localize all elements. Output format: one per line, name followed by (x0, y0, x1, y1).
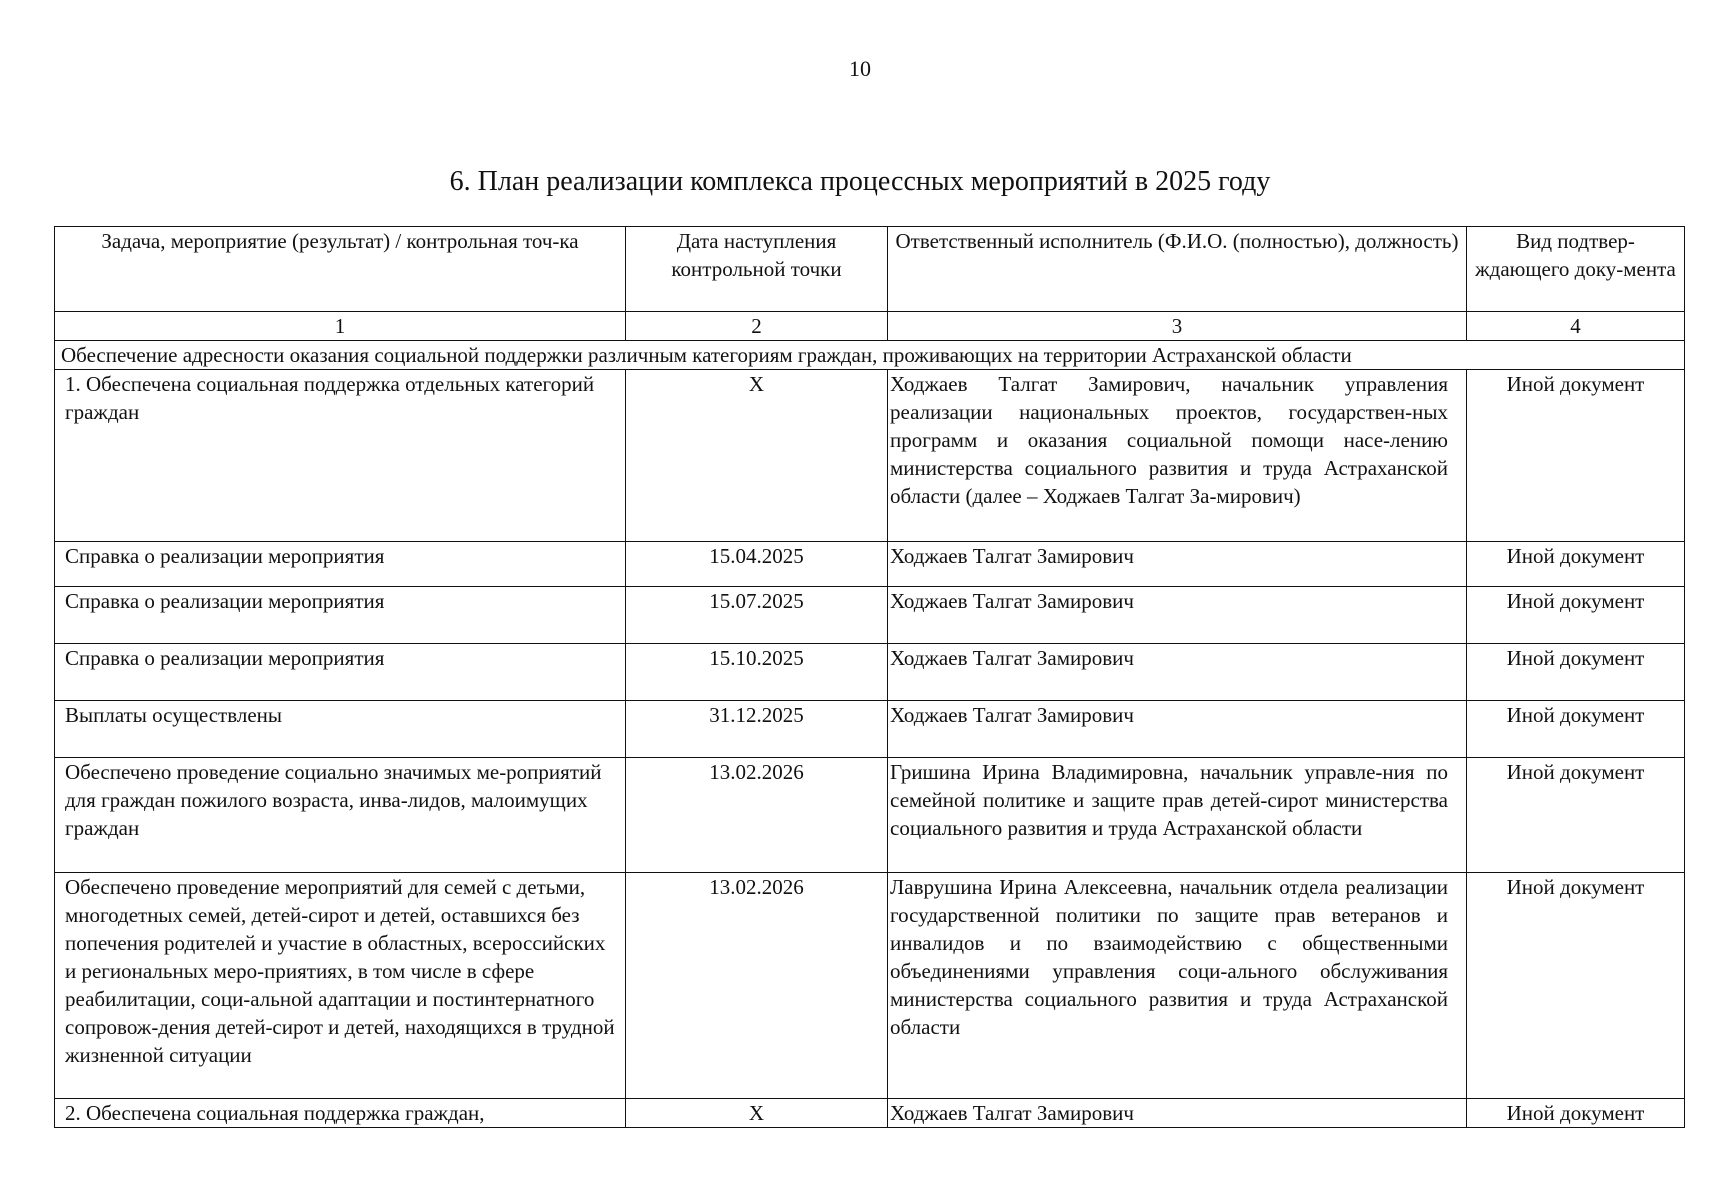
document-cell: Иной документ (1467, 587, 1685, 644)
table-header-row (55, 227, 1685, 312)
date-cell: 15.07.2025 (626, 587, 888, 644)
table-row (55, 542, 1685, 587)
header-document: Вид подтвер-ждающего доку-мента (1467, 227, 1685, 312)
document-cell: Иной документ (1467, 1099, 1685, 1128)
column-number: 2 (626, 312, 888, 341)
implementation-plan-table (54, 226, 1685, 1128)
table-row (55, 758, 1685, 873)
column-number: 1 (55, 312, 626, 341)
header-responsible: Ответственный исполнитель (Ф.И.О. (полностью), должность) (888, 227, 1467, 312)
date-cell: 13.02.2026 (626, 873, 888, 1099)
task-cell: 2. Обеспечена социальная поддержка граждан, (55, 1099, 626, 1128)
page-title: 6. План реализации комплекса процессных мероприятий в 2025 году (449, 166, 1271, 197)
section-row (55, 341, 1685, 370)
task-cell: Справка о реализации мероприятия (55, 587, 626, 644)
table-row (55, 873, 1685, 1099)
table-row (55, 701, 1685, 758)
responsible-cell: Ходжаев Талгат Замирович (888, 644, 1467, 701)
column-number: 3 (888, 312, 1467, 341)
document-cell: Иной документ (1467, 542, 1685, 587)
date-cell: 15.04.2025 (626, 542, 888, 587)
header-task: Задача, мероприятие (результат) / контрольная точ-ка (55, 227, 626, 312)
document-cell: Иной документ (1467, 758, 1685, 873)
table-row (55, 644, 1685, 701)
date-cell: X (626, 370, 888, 542)
column-number-row (55, 312, 1685, 341)
responsible-cell: Ходжаев Талгат Замирович (888, 701, 1467, 758)
page-number: 10 (849, 56, 871, 81)
table-row (55, 370, 1685, 542)
task-cell: Справка о реализации мероприятия (55, 644, 626, 701)
document-cell: Иной документ (1467, 873, 1685, 1099)
document-cell: Иной документ (1467, 370, 1685, 542)
responsible-cell: Ходжаев Талгат Замирович (888, 587, 1467, 644)
date-cell: 31.12.2025 (626, 701, 888, 758)
section-title: Обеспечение адресности оказания социальной поддержки различным категориям граждан, проживающих на территории Астраханской области (55, 341, 1685, 370)
responsible-cell: Ходжаев Талгат Замирович, начальник управления реализации национальных проектов, государствен-ных программ и оказания социальной помощи насе-лению министерства социального развития и труда Астраханской области (далее – Ходжаев Талгат За-мирович) (888, 370, 1467, 542)
responsible-cell: Лаврушина Ирина Алексеевна, начальник отдела реализации государственной политики по защите прав ветеранов и инвалидов и по взаимодействию с общественными объединениями управления соци-ального обслуживания министерства социального развития и труда Астраханской области (888, 873, 1467, 1099)
table-row (55, 1099, 1685, 1128)
responsible-cell: Гришина Ирина Владимировна, начальник управле-ния по семейной политике и защите прав детей-сирот министерства социального развития и труда Астраханской области (888, 758, 1467, 873)
document-cell: Иной документ (1467, 644, 1685, 701)
responsible-cell: Ходжаев Талгат Замирович (888, 542, 1467, 587)
responsible-cell: Ходжаев Талгат Замирович (888, 1099, 1467, 1128)
header-date: Дата наступления контрольной точки (626, 227, 888, 312)
task-cell: Справка о реализации мероприятия (55, 542, 626, 587)
date-cell: X (626, 1099, 888, 1128)
document-cell: Иной документ (1467, 701, 1685, 758)
task-cell: Обеспечено проведение мероприятий для семей с детьми, многодетных семей, детей-сирот и детей, оставшихся без попечения родителей и участие в областных, всероссийских и региональных меро-приятиях, в том числе в сфере реабилитации, соци-альной адаптации и постинтернатного сопровож-дения детей-сирот и детей, находящихся в трудной жизненной ситуации (55, 873, 626, 1099)
task-cell: 1. Обеспечена социальная поддержка отдельных категорий граждан (55, 370, 626, 542)
task-cell: Обеспечено проведение социально значимых ме-роприятий для граждан пожилого возраста, инва-лидов, малоимущих граждан (55, 758, 626, 873)
date-cell: 15.10.2025 (626, 644, 888, 701)
table-row (55, 587, 1685, 644)
task-cell: Выплаты осуществлены (55, 701, 626, 758)
column-number: 4 (1467, 312, 1685, 341)
date-cell: 13.02.2026 (626, 758, 888, 873)
